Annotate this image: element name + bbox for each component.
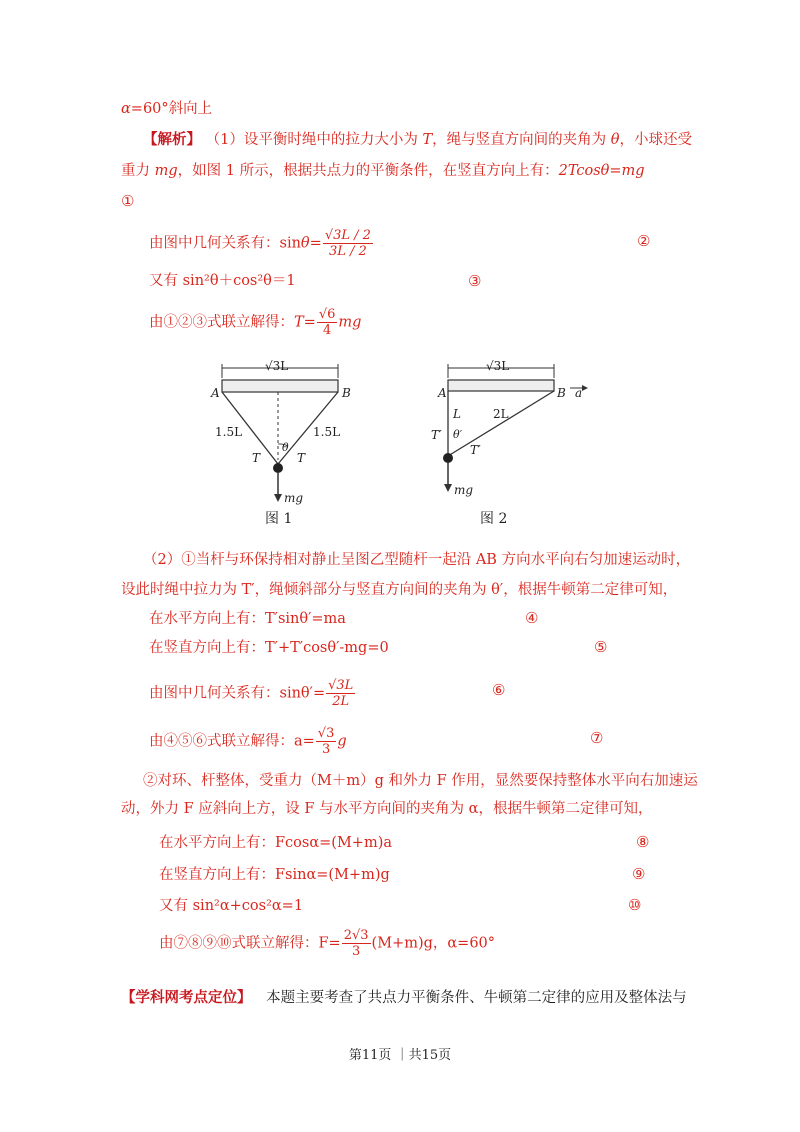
conclusion-text: 本题主要考查了共点力平衡条件、牛顿第二定律的应用及整体法与 <box>266 990 687 1006</box>
fig1-label-top: √3L <box>265 359 289 373</box>
fraction-T <box>317 307 338 338</box>
text: 由⑦⑧⑨⑩式联立解得：F= <box>159 935 341 952</box>
eq-number-1: ① <box>121 192 135 210</box>
fig2-label-a: a <box>575 386 583 400</box>
text: （1）设平衡时绳中的拉力大小为 <box>205 132 423 148</box>
text: 由图中几何关系有：sin <box>149 235 301 252</box>
fig2-label-theta: θ′ <box>453 428 463 441</box>
equation-1: 2Tcosθ=mg <box>558 163 645 179</box>
part2-line-3: ②对环、杆整体，受重力（M＋m）g 和外力 F 作用，显然要保持整体水平向右加速运 <box>143 773 698 789</box>
numerator: √3 <box>317 726 335 741</box>
analysis-line-1 <box>143 130 692 150</box>
symbol-mg: mg <box>338 314 362 331</box>
denominator: 4 <box>322 323 332 338</box>
top-line <box>121 99 212 119</box>
symbol-T: T <box>294 314 304 331</box>
equation-9: 在竖直方向上有：Fsinα=(M+m)g <box>159 867 390 883</box>
fig2-label-2L: 2L <box>493 407 509 421</box>
equation-3-line: 又有 sin²θ＋cos²θ＝1 <box>149 273 296 289</box>
fraction-2 <box>323 228 373 259</box>
equation-2-line <box>149 228 374 259</box>
fig2-label-T-left: T′ <box>431 428 442 442</box>
text: ，绳与竖直方向间的夹角为 <box>432 132 611 148</box>
text: ，如图 1 所示，根据共点力的平衡条件，在竖直方向上有： <box>177 163 559 179</box>
figure-2-diagram <box>420 352 600 512</box>
analysis-line-2 <box>121 161 645 181</box>
fig1-label-right: 1.5L <box>313 425 341 439</box>
text: 由图中几何关系有：sinθ′= <box>149 685 326 702</box>
eq-number-8: ⑧ <box>636 833 650 851</box>
conclusion-line <box>121 988 687 1008</box>
fraction-6 <box>326 678 355 709</box>
fig1-label-left: 1.5L <box>215 425 243 439</box>
numerator: √3L <box>328 678 354 693</box>
eq-number-10: ⑩ <box>628 896 642 914</box>
fig2-label-mg: mg <box>454 483 474 497</box>
symbol-theta: θ <box>610 132 620 148</box>
text: ，小球还受 <box>619 132 692 148</box>
symbol-mg: mg <box>154 163 178 179</box>
text: 重力 <box>121 163 155 179</box>
figure-1-caption: 图 1 <box>265 511 293 527</box>
fig2-label-top: √3L <box>486 359 510 373</box>
conclusion-tag: 【学科网考点定位】 <box>121 989 252 1006</box>
page-footer: 第11页 ｜共15页 <box>348 1048 452 1063</box>
equation-11 <box>159 928 495 959</box>
numerator: 2√3 <box>343 928 369 943</box>
eq-number-4: ④ <box>525 609 539 627</box>
fraction-7 <box>316 726 337 757</box>
solution-T-line <box>149 307 361 338</box>
text: 由④⑤⑥式联立解得：a= <box>149 733 315 750</box>
part2-line-2: 设此时绳中拉力为 T′，绳倾斜部分与竖直方向间的夹角为 θ′，根据牛顿第二定律可知， <box>121 582 678 598</box>
equation-7 <box>149 726 347 757</box>
equation-8: 在水平方向上有：Fcosα=(M+m)a <box>159 835 392 851</box>
fraction-11 <box>342 928 371 959</box>
numerator: √6 <box>318 307 336 322</box>
eq-number-6: ⑥ <box>492 681 506 699</box>
fig1-label-B: B <box>342 386 351 400</box>
fig2-label-B: B <box>557 386 566 400</box>
part2-line-1: （2）①当杆与环保持相对静止呈图乙型随杆一起沿 AB 方向水平向右匀加速运动时， <box>143 552 691 568</box>
alpha-symbol: α <box>121 101 131 117</box>
part2-line-4: 动，外力 F 应斜向上方，设 F 与水平方向间的夹角为 α，根据牛顿第二定律可知， <box>121 801 653 817</box>
fig2-label-T-right: T′ <box>470 443 481 457</box>
eq-number-5: ⑤ <box>594 638 608 656</box>
fig2-label-L: L <box>453 407 461 421</box>
fig1-label-A: A <box>211 386 220 400</box>
fig2-label-A: A <box>438 386 447 400</box>
eq-number-2: ② <box>637 232 651 250</box>
figure-2-caption: 图 2 <box>480 511 508 527</box>
fig1-label-theta: θ <box>282 441 289 454</box>
text: 由①②③式联立解得： <box>149 314 294 331</box>
analysis-tag: 【解析】 <box>143 131 201 148</box>
denominator: 2L <box>332 694 350 709</box>
fig1-label-T-right: T <box>297 451 306 465</box>
equation-10: 又有 sin²α+cos²α=1 <box>159 898 304 914</box>
text: (M+m)g，α=60° <box>371 935 496 952</box>
symbol-T: T <box>422 132 433 148</box>
top-line-text: =60°斜向上 <box>130 101 213 117</box>
denominator: 3 <box>351 944 361 959</box>
denominator: 3 <box>321 742 331 757</box>
denominator: 3L / 2 <box>328 244 367 259</box>
equation-4: 在水平方向上有：T′sinθ′=ma <box>149 611 346 627</box>
eq-number-7: ⑦ <box>590 729 604 747</box>
fig1-label-mg: mg <box>284 491 304 505</box>
eq-number-9: ⑨ <box>632 865 646 883</box>
numerator: √3L / 2 <box>324 228 371 243</box>
equals: = <box>309 235 322 252</box>
symbol-theta: θ <box>300 235 310 252</box>
fig1-label-T-left: T <box>252 451 261 465</box>
equation-5: 在竖直方向上有：T′+T′cosθ′-mg=0 <box>149 640 389 656</box>
equation-6 <box>149 678 356 709</box>
symbol-g: g <box>337 733 347 750</box>
eq-number-3: ③ <box>468 272 482 290</box>
equals: = <box>303 314 316 331</box>
